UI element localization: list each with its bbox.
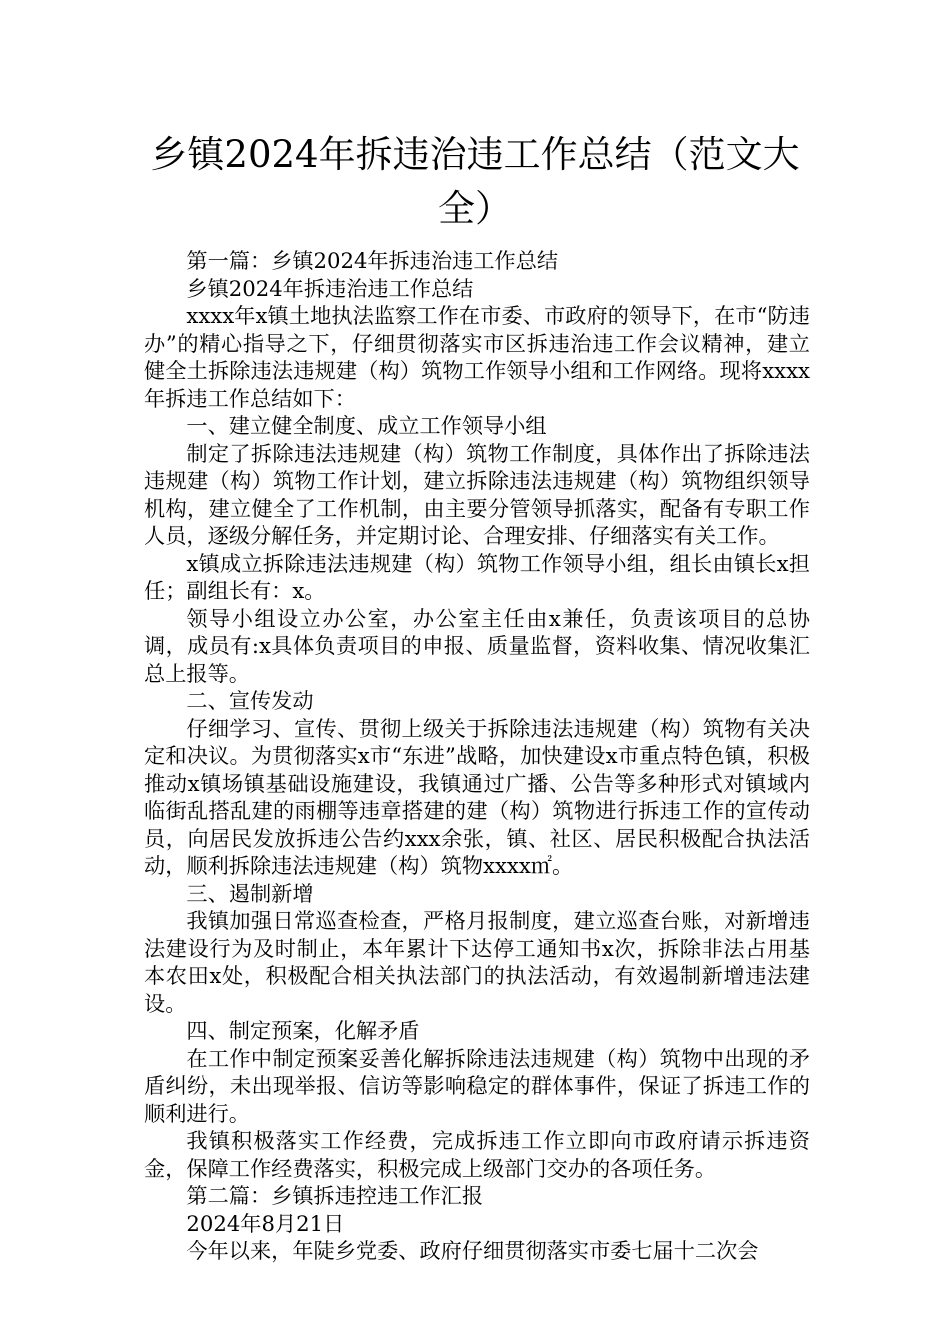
subtitle-part-one: 乡镇2024年拆违治违工作总结: [186, 275, 474, 301]
paragraph: x镇成立拆除违法违规建（构）筑物工作领导小组，组长由镇长x担任；副组长有：x。: [144, 550, 810, 603]
heading-part-two: 第二篇：乡镇拆违控违工作汇报: [186, 1183, 484, 1208]
paragraph: 仔细学习、宣传、贯彻上级关于拆除违法违规建（构）筑物有关决定和决议。为贯彻落实x市“东进”战略，加快建设x市重点特色镇，积极推动x镇场镇基础设施建设，我镇通过广播、公告等多种形式对镇域内临街乱搭乱建的雨棚等违章搭建的建（构）筑物进行拆违工作的宣传动员，向居民发放拆违公告约xxx余张，镇、社区、居民积极配合执法活动，顺利拆除违法违规建（构）筑物xxxx㎡。: [144, 715, 810, 878]
section-heading-3: 三、遏制新增: [186, 880, 314, 906]
paragraph: 今年以来，年陡乡党委、政府仔细贯彻落实市委七届十二次会: [186, 1238, 759, 1263]
document-title: 乡镇2024年拆违治违工作总结（范文大全）: [150, 133, 800, 230]
paragraph: 领导小组设立办公室，办公室主任由x兼任，负责该项目的总协调，成员有:x具体负责项目的申报、质量监督，资料收集、情况收集汇总上报等。: [144, 605, 810, 686]
paragraph: 我镇加强日常巡查检查，严格月报制度，建立巡查台账，对新增违法建设行为及时制止，本年累计下达停工通知书x次，拆除非法占用基本农田x处，积极配合相关执法部门的执法活动，有效遏制新增违法建设。: [144, 908, 810, 1016]
paragraph: 制定了拆除违法违规建（构）筑物工作制度，具体作出了拆除违法违规建（构）筑物工作计划，建立拆除违法违规建（构）筑物组织领导机构，建立健全了工作机制，由主要分管领导抓落实，配备有专职工作人员，逐级分解任务，并定期讨论、合理安排、仔细落实有关工作。: [144, 440, 810, 548]
section-heading-4: 四、制定预案，化解矛盾: [186, 1018, 420, 1043]
document-body: [144, 247, 810, 1265]
document-date: 2024年8月21日: [186, 1210, 345, 1236]
paragraph: 在工作中制定预案妥善化解拆除违法违规建（构）筑物中出现的矛盾纠纷，未出现举报、信访等影响稳定的群体事件，保证了拆违工作的顺利进行。: [144, 1045, 810, 1126]
section-heading-1: 一、建立健全制度、成立工作领导小组: [186, 413, 547, 438]
paragraph: 我镇积极落实工作经费，完成拆违工作立即向市政府请示拆违资金，保障工作经费落实，积极完成上级部门交办的各项任务。: [144, 1128, 810, 1181]
heading-part-one: 第一篇：乡镇2024年拆违治违工作总结: [186, 248, 559, 273]
section-heading-2: 二、宣传发动: [186, 688, 314, 713]
paragraph-intro: xxxx年x镇土地执法监察工作在市委、市政府的领导下，在市“防违办”的精心指导之下，仔细贯彻落实市区拆违治违工作会议精神，建立健全土拆除违法违规建（构）筑物工作领导小组和工作网络。现将xxxx年拆违工作总结如下：: [144, 303, 810, 411]
